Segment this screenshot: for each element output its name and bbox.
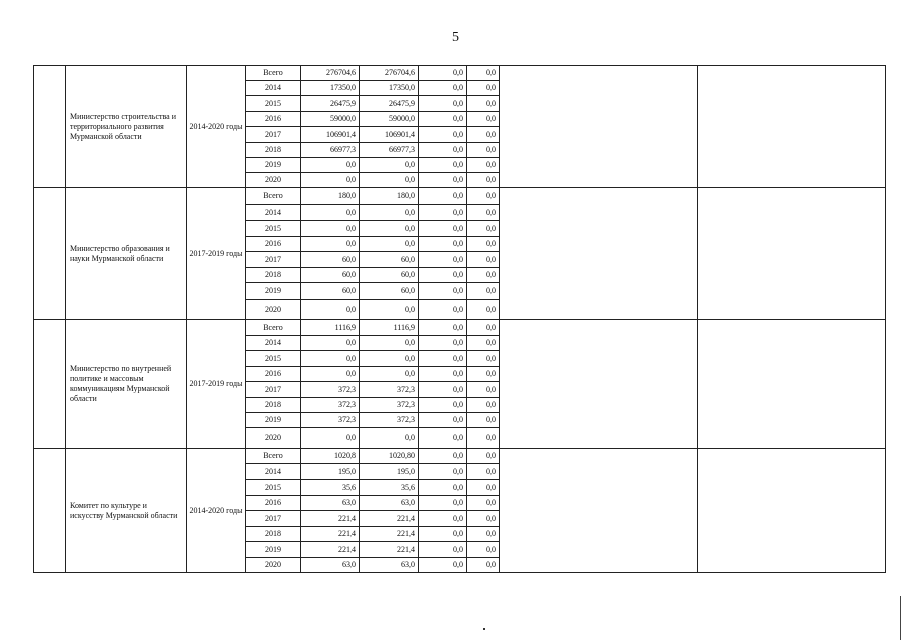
year-cell: 2020 <box>246 428 301 449</box>
value-cell: 0,0 <box>360 173 419 188</box>
value-cell: 221,4 <box>360 511 419 527</box>
value-cell: 0,0 <box>301 300 360 320</box>
year-cell: Всего <box>246 66 301 81</box>
scan-edge-mark <box>900 596 901 640</box>
value-cell: 0,0 <box>467 96 500 112</box>
value-cell: 372,3 <box>360 382 419 398</box>
year-cell: 2017 <box>246 252 301 268</box>
year-cell: 2019 <box>246 542 301 558</box>
value-cell: 66977,3 <box>360 143 419 158</box>
value-cell: 26475,9 <box>301 96 360 112</box>
value-cell: 0,0 <box>419 283 467 300</box>
value-cell: 0,0 <box>467 413 500 428</box>
year-cell: 2015 <box>246 351 301 367</box>
value-cell: 0,0 <box>419 542 467 558</box>
table-row <box>34 320 886 336</box>
year-cell: 2014 <box>246 336 301 351</box>
table-row <box>34 66 886 81</box>
value-cell: 195,0 <box>301 464 360 480</box>
value-cell: 60,0 <box>301 252 360 268</box>
period-label: 2014-2020 годы <box>187 66 246 188</box>
empty-cell <box>698 449 886 573</box>
year-cell: 2016 <box>246 237 301 252</box>
year-cell: 2017 <box>246 382 301 398</box>
year-cell: 2015 <box>246 480 301 496</box>
value-cell: 0,0 <box>467 66 500 81</box>
value-cell: 1116,9 <box>301 320 360 336</box>
value-cell: 0,0 <box>419 336 467 351</box>
value-cell: 221,4 <box>360 527 419 542</box>
value-cell: 0,0 <box>419 320 467 336</box>
value-cell: 0,0 <box>419 268 467 283</box>
value-cell: 106901,4 <box>360 127 419 143</box>
empty-cell <box>698 66 886 188</box>
year-cell: 2014 <box>246 464 301 480</box>
value-cell: 0,0 <box>360 158 419 173</box>
value-cell: 0,0 <box>467 188 500 205</box>
value-cell: 0,0 <box>467 336 500 351</box>
value-cell: 66977,3 <box>301 143 360 158</box>
value-cell: 0,0 <box>467 449 500 464</box>
value-cell: 0,0 <box>467 221 500 237</box>
value-cell: 372,3 <box>301 398 360 413</box>
empty-cell <box>698 188 886 320</box>
value-cell: 0,0 <box>360 428 419 449</box>
year-cell: 2016 <box>246 112 301 127</box>
value-cell: 0,0 <box>467 542 500 558</box>
funding-table <box>33 65 886 573</box>
value-cell: 276704,6 <box>301 66 360 81</box>
value-cell: 0,0 <box>419 428 467 449</box>
value-cell: 0,0 <box>301 351 360 367</box>
value-cell: 60,0 <box>301 268 360 283</box>
year-cell: 2017 <box>246 127 301 143</box>
value-cell: 0,0 <box>467 173 500 188</box>
value-cell: 0,0 <box>419 464 467 480</box>
value-cell: 0,0 <box>419 173 467 188</box>
value-cell: 0,0 <box>467 127 500 143</box>
value-cell: 0,0 <box>419 351 467 367</box>
value-cell: 0,0 <box>419 81 467 96</box>
year-cell: 2019 <box>246 413 301 428</box>
year-cell: 2014 <box>246 205 301 221</box>
empty-cell <box>500 449 698 573</box>
value-cell: 0,0 <box>419 496 467 511</box>
value-cell: 17350,0 <box>360 81 419 96</box>
value-cell: 0,0 <box>467 237 500 252</box>
value-cell: 0,0 <box>419 300 467 320</box>
value-cell: 221,4 <box>301 542 360 558</box>
period-label: 2017-2019 годы <box>187 320 246 449</box>
value-cell: 0,0 <box>419 237 467 252</box>
value-cell: 0,0 <box>301 158 360 173</box>
value-cell: 26475,9 <box>360 96 419 112</box>
value-cell: 0,0 <box>419 413 467 428</box>
table-row <box>34 188 886 205</box>
year-cell: 2018 <box>246 268 301 283</box>
value-cell: 0,0 <box>467 496 500 511</box>
value-cell: 0,0 <box>301 205 360 221</box>
organization-name: Министерство строительства и территориального развития Мурманской области <box>66 66 187 188</box>
value-cell: 0,0 <box>419 449 467 464</box>
value-cell: 0,0 <box>467 464 500 480</box>
value-cell: 0,0 <box>419 558 467 573</box>
value-cell: 60,0 <box>301 283 360 300</box>
period-label: 2017-2019 годы <box>187 188 246 320</box>
value-cell: 0,0 <box>360 367 419 382</box>
table-row <box>34 449 886 464</box>
value-cell: 276704,6 <box>360 66 419 81</box>
value-cell: 372,3 <box>360 398 419 413</box>
value-cell: 35,6 <box>360 480 419 496</box>
value-cell: 180,0 <box>301 188 360 205</box>
value-cell: 35,6 <box>301 480 360 496</box>
value-cell: 221,4 <box>360 542 419 558</box>
value-cell: 0,0 <box>301 428 360 449</box>
value-cell: 59000,0 <box>301 112 360 127</box>
value-cell: 63,0 <box>301 496 360 511</box>
value-cell: 0,0 <box>301 221 360 237</box>
organization-name: Министерство образования и науки Мурманской области <box>66 188 187 320</box>
organization-name: Комитет по культуре и искусству Мурманской области <box>66 449 187 573</box>
year-cell: 2015 <box>246 96 301 112</box>
value-cell: 0,0 <box>419 188 467 205</box>
year-cell: Всего <box>246 320 301 336</box>
value-cell: 0,0 <box>467 480 500 496</box>
value-cell: 0,0 <box>419 66 467 81</box>
empty-cell <box>500 66 698 188</box>
value-cell: 0,0 <box>419 398 467 413</box>
value-cell: 106901,4 <box>301 127 360 143</box>
value-cell: 0,0 <box>360 221 419 237</box>
scan-dot <box>483 628 485 630</box>
value-cell: 0,0 <box>419 143 467 158</box>
value-cell: 0,0 <box>467 382 500 398</box>
value-cell: 0,0 <box>467 428 500 449</box>
year-cell: 2017 <box>246 511 301 527</box>
value-cell: 0,0 <box>467 511 500 527</box>
value-cell: 195,0 <box>360 464 419 480</box>
value-cell: 0,0 <box>419 382 467 398</box>
value-cell: 180,0 <box>360 188 419 205</box>
value-cell: 221,4 <box>301 527 360 542</box>
value-cell: 0,0 <box>467 367 500 382</box>
value-cell: 0,0 <box>467 81 500 96</box>
value-cell: 0,0 <box>467 398 500 413</box>
value-cell: 0,0 <box>467 268 500 283</box>
value-cell: 0,0 <box>419 480 467 496</box>
value-cell: 60,0 <box>360 252 419 268</box>
value-cell: 0,0 <box>419 221 467 237</box>
value-cell: 0,0 <box>419 205 467 221</box>
value-cell: 60,0 <box>360 283 419 300</box>
value-cell: 0,0 <box>301 237 360 252</box>
year-cell: 2016 <box>246 496 301 511</box>
value-cell: 0,0 <box>467 558 500 573</box>
year-cell: 2020 <box>246 173 301 188</box>
value-cell: 0,0 <box>301 173 360 188</box>
value-cell: 0,0 <box>360 336 419 351</box>
value-cell: 0,0 <box>467 283 500 300</box>
year-cell: 2019 <box>246 158 301 173</box>
value-cell: 0,0 <box>419 252 467 268</box>
year-cell: 2019 <box>246 283 301 300</box>
empty-cell <box>698 320 886 449</box>
value-cell: 0,0 <box>360 237 419 252</box>
value-cell: 60,0 <box>360 268 419 283</box>
value-cell: 0,0 <box>467 351 500 367</box>
value-cell: 0,0 <box>419 158 467 173</box>
value-cell: 0,0 <box>419 527 467 542</box>
year-cell: 2020 <box>246 558 301 573</box>
value-cell: 63,0 <box>360 558 419 573</box>
value-cell: 0,0 <box>467 300 500 320</box>
value-cell: 0,0 <box>419 511 467 527</box>
value-cell: 0,0 <box>419 112 467 127</box>
value-cell: 0,0 <box>360 205 419 221</box>
value-cell: 372,3 <box>301 382 360 398</box>
value-cell: 0,0 <box>467 143 500 158</box>
value-cell: 0,0 <box>419 367 467 382</box>
index-cell <box>34 320 66 449</box>
index-cell <box>34 449 66 573</box>
year-cell: 2014 <box>246 81 301 96</box>
value-cell: 372,3 <box>301 413 360 428</box>
year-cell: 2020 <box>246 300 301 320</box>
value-cell: 0,0 <box>301 367 360 382</box>
year-cell: 2018 <box>246 527 301 542</box>
index-cell <box>34 188 66 320</box>
value-cell: 0,0 <box>360 300 419 320</box>
value-cell: 1116,9 <box>360 320 419 336</box>
page-number: 5 <box>452 30 459 45</box>
value-cell: 0,0 <box>467 252 500 268</box>
value-cell: 0,0 <box>419 127 467 143</box>
value-cell: 0,0 <box>467 158 500 173</box>
value-cell: 0,0 <box>301 336 360 351</box>
value-cell: 221,4 <box>301 511 360 527</box>
value-cell: 0,0 <box>467 527 500 542</box>
value-cell: 1020,8 <box>301 449 360 464</box>
value-cell: 372,3 <box>360 413 419 428</box>
organization-name: Министерство по внутренней политике и массовым коммуникациям Мурманской области <box>66 320 187 449</box>
empty-cell <box>500 188 698 320</box>
year-cell: 2015 <box>246 221 301 237</box>
value-cell: 17350,0 <box>301 81 360 96</box>
value-cell: 0,0 <box>467 205 500 221</box>
value-cell: 0,0 <box>467 112 500 127</box>
year-cell: 2018 <box>246 398 301 413</box>
value-cell: 0,0 <box>419 96 467 112</box>
year-cell: 2018 <box>246 143 301 158</box>
period-label: 2014-2020 годы <box>187 449 246 573</box>
index-cell <box>34 66 66 188</box>
value-cell: 59000,0 <box>360 112 419 127</box>
year-cell: Всего <box>246 449 301 464</box>
value-cell: 0,0 <box>467 320 500 336</box>
value-cell: 0,0 <box>360 351 419 367</box>
value-cell: 63,0 <box>360 496 419 511</box>
year-cell: 2016 <box>246 367 301 382</box>
value-cell: 1020,80 <box>360 449 419 464</box>
year-cell: Всего <box>246 188 301 205</box>
empty-cell <box>500 320 698 449</box>
value-cell: 63,0 <box>301 558 360 573</box>
